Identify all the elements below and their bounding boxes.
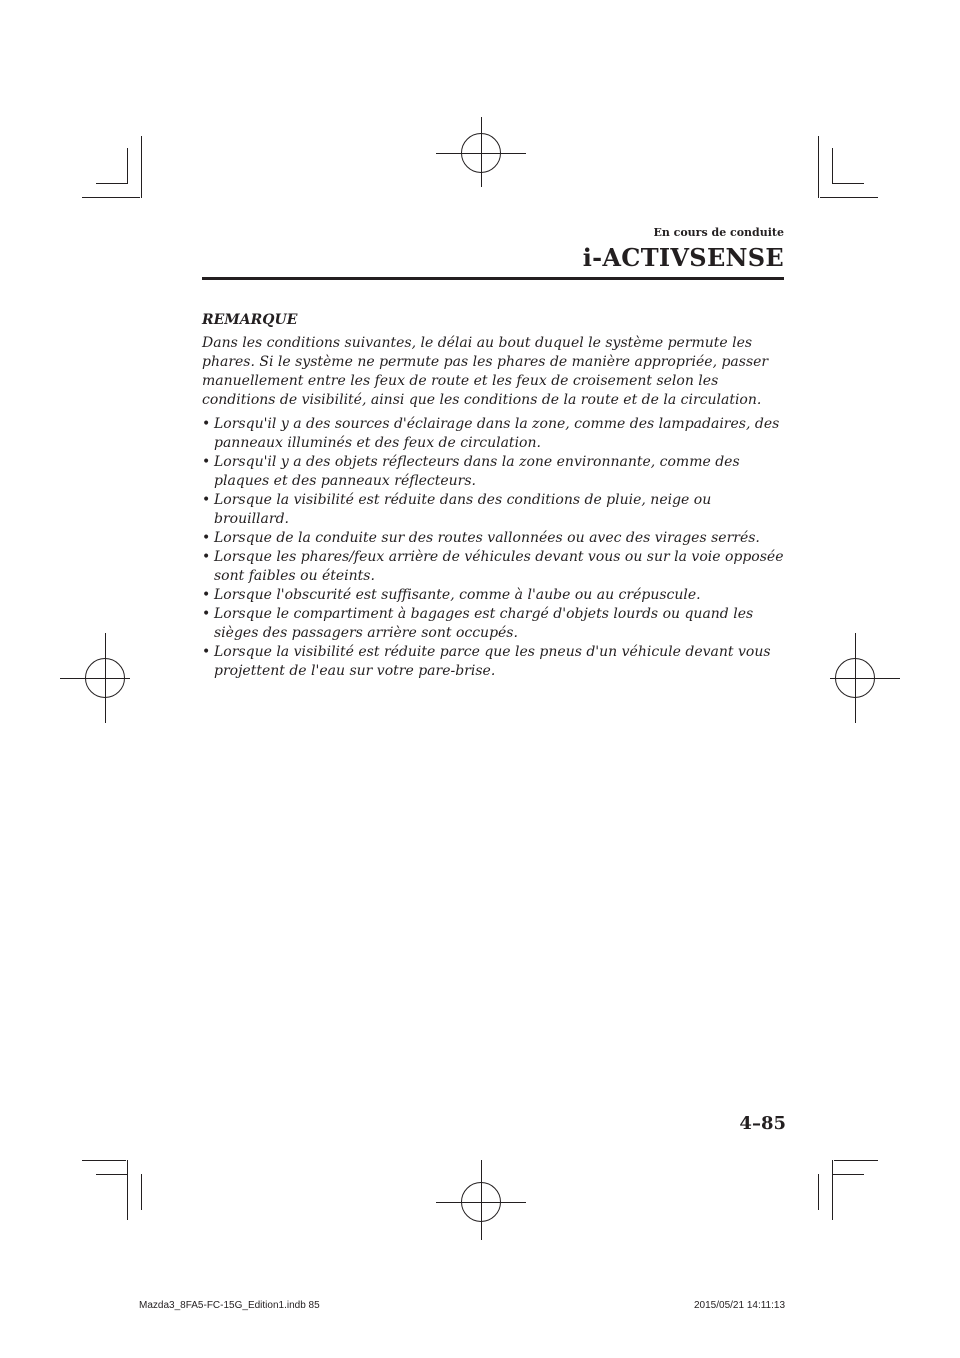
list-item-text: Lorsque les phares/feux arrière de véhicules devant vous ou sur la voie opposée sont faibles ou éteints. [214, 549, 784, 584]
footer-timestamp: 2015/05/21 14:11:13 [694, 1300, 786, 1311]
crop-mark [832, 1160, 833, 1220]
note-title: REMARQUE [202, 312, 298, 328]
crop-mark [818, 136, 819, 198]
list-item [202, 415, 786, 453]
bullet: • [202, 587, 211, 603]
bullet: • [202, 644, 211, 660]
list-item-text: Lorsqu'il y a des sources d'éclairage dans la zone, comme des lampadaires, des panneaux illuminés et des feux de circulation. [214, 416, 780, 451]
list-item-text: Lorsque la visibilité est réduite dans des conditions de pluie, neige ou brouillard. [214, 492, 712, 527]
list-item-text: Lorsque le compartiment à bagages est chargé d'objets lourds ou quand les sièges des passagers arrière sont occupés. [214, 606, 754, 641]
list-item [202, 548, 786, 586]
list-item-text: Lorsque l'obscurité est suffisante, comme à l'aube ou au crépuscule. [214, 587, 701, 603]
section-title: En cours de conduite [653, 226, 784, 239]
footer-file-name: Mazda3_8FA5-FC-15G_Edition1.indb 85 [139, 1300, 320, 1311]
crop-mark [832, 1174, 864, 1175]
note-list [202, 415, 786, 681]
crop-mark [141, 136, 142, 198]
list-item-text: Lorsqu'il y a des objets réflecteurs dans la zone environnante, comme des plaques et des panneaux réflecteurs. [214, 454, 740, 489]
list-item [202, 586, 786, 605]
bullet: • [202, 492, 211, 508]
header-rule [202, 277, 784, 280]
crop-mark [141, 1174, 142, 1210]
bullet: • [202, 454, 211, 470]
crop-mark [832, 183, 864, 184]
bullet: • [202, 416, 211, 432]
registration-mark-right [810, 633, 900, 723]
crop-mark [82, 197, 140, 198]
crop-mark [832, 148, 833, 184]
registration-mark-left [60, 633, 150, 723]
chapter-title: i-ACTIVSENSE [582, 243, 784, 272]
page-number: 4–85 [739, 1113, 786, 1134]
crop-mark [82, 1160, 126, 1161]
list-item [202, 643, 786, 681]
crop-mark [127, 1160, 128, 1220]
crop-mark [818, 1174, 819, 1210]
crop-mark [96, 1174, 128, 1175]
list-item [202, 605, 786, 643]
crop-mark [127, 148, 128, 184]
list-item-text: Lorsque de la conduite sur des routes vallonnées ou avec des virages serrés. [214, 530, 760, 546]
list-item [202, 529, 786, 548]
crop-mark [834, 1160, 878, 1161]
crop-mark [96, 183, 128, 184]
bullet: • [202, 530, 211, 546]
registration-mark-bottom [436, 1150, 526, 1240]
list-item [202, 491, 786, 529]
note-intro: Dans les conditions suivantes, le délai au bout duquel le système permute les phares. Si le système ne permute pas les phares de manière appropriée, passer manuellement entre les feux de route et les feux de croisement selon les conditions de visibilité, ainsi que les conditions de la route et de la circulation. [202, 335, 769, 408]
list-item [202, 453, 786, 491]
bullet: • [202, 606, 211, 622]
bullet: • [202, 549, 211, 565]
list-item-text: Lorsque la visibilité est réduite parce que les pneus d'un véhicule devant vous projettent de l'eau sur votre pare-brise. [214, 644, 771, 679]
registration-mark-top [436, 117, 526, 207]
crop-mark [820, 197, 878, 198]
